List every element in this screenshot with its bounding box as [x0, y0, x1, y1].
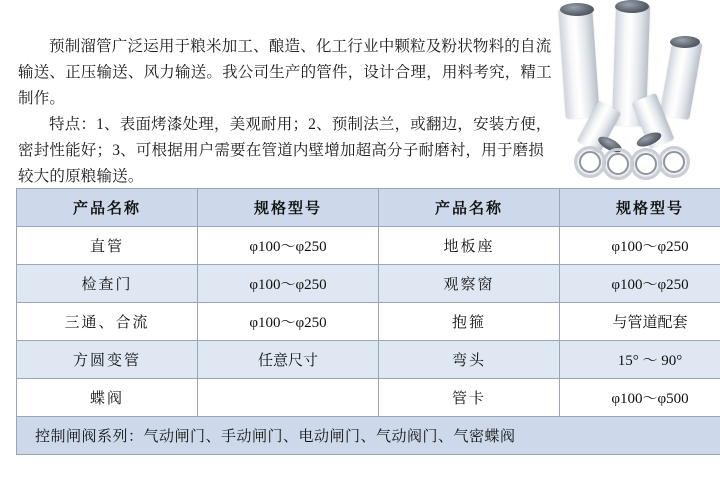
cell-product-name: 方圆变管 — [17, 341, 198, 379]
cell-spec: φ100～φ500 — [560, 379, 720, 417]
clamp-ring-icon — [658, 146, 690, 178]
specification-table — [16, 188, 720, 455]
pipe-icon — [659, 38, 702, 120]
table-footer-row — [17, 417, 720, 455]
column-header-spec-model-1: 规格型号 — [198, 189, 379, 227]
cell-spec: φ100～φ250 — [198, 303, 379, 341]
cell-product-name: 观察窗 — [379, 265, 560, 303]
table-row — [17, 265, 720, 303]
table-row — [17, 303, 720, 341]
intro-paragraph-1: 预制溜管广泛运用于粮米加工、酿造、化工行业中颗粒及粉状物料的自流输送、正压输送、风力输送。我公司生产的管件，设计合理，用料考究，精工制作。 — [18, 38, 552, 107]
cell-product-name: 直管 — [17, 227, 198, 265]
cell-spec: 任意尺寸 — [198, 341, 379, 379]
cell-product-name: 三通、合流 — [17, 303, 198, 341]
cell-spec: φ100～φ250 — [198, 265, 379, 303]
intro-paragraph-2: 特点：1、表面烤漆处理，美观耐用；2、预制法兰，或翻边，安装方便，密封性能好；3、可根据用户需要在管道内壁增加超高分子耐磨衬，用于磨损较大的原粮输送。 — [18, 116, 552, 185]
top-section — [0, 0, 720, 186]
cell-product-name: 抱箍 — [379, 303, 560, 341]
table-header-row — [17, 189, 720, 227]
pipe-cap-icon — [670, 36, 700, 48]
pipe-icon — [558, 7, 600, 119]
column-header-product-name-1: 产品名称 — [17, 189, 198, 227]
cell-product-name: 检查门 — [17, 265, 198, 303]
cell-product-name: 地板座 — [379, 227, 560, 265]
cell-product-name: 蝶阀 — [17, 379, 198, 417]
cell-product-name: 管卡 — [379, 379, 560, 417]
pipe-cap-icon — [560, 3, 594, 16]
product-photo — [554, 0, 716, 180]
table-row — [17, 227, 720, 265]
specification-table-wrapper — [16, 188, 704, 455]
pipe-cap-icon — [615, 0, 649, 13]
cell-spec: 15° ～ 90° — [560, 341, 720, 379]
intro-text-block — [18, 34, 554, 190]
cell-spec: φ100～φ250 — [198, 227, 379, 265]
footer-note: 控制闸阀系列：气动闸门、手动闸门、电动闸门、气动阀门、气密蝶阀 — [17, 417, 720, 455]
table-row — [17, 341, 720, 379]
table-row — [17, 379, 720, 417]
table-body — [17, 227, 720, 455]
cell-spec: φ100～φ250 — [560, 227, 720, 265]
cell-spec — [198, 379, 379, 417]
column-header-product-name-2: 产品名称 — [379, 189, 560, 227]
cell-spec: φ100～φ250 — [560, 265, 720, 303]
cell-product-name: 弯头 — [379, 341, 560, 379]
column-header-spec-model-2: 规格型号 — [560, 189, 720, 227]
table-header — [17, 189, 720, 227]
cell-spec: 与管道配套 — [560, 303, 720, 341]
